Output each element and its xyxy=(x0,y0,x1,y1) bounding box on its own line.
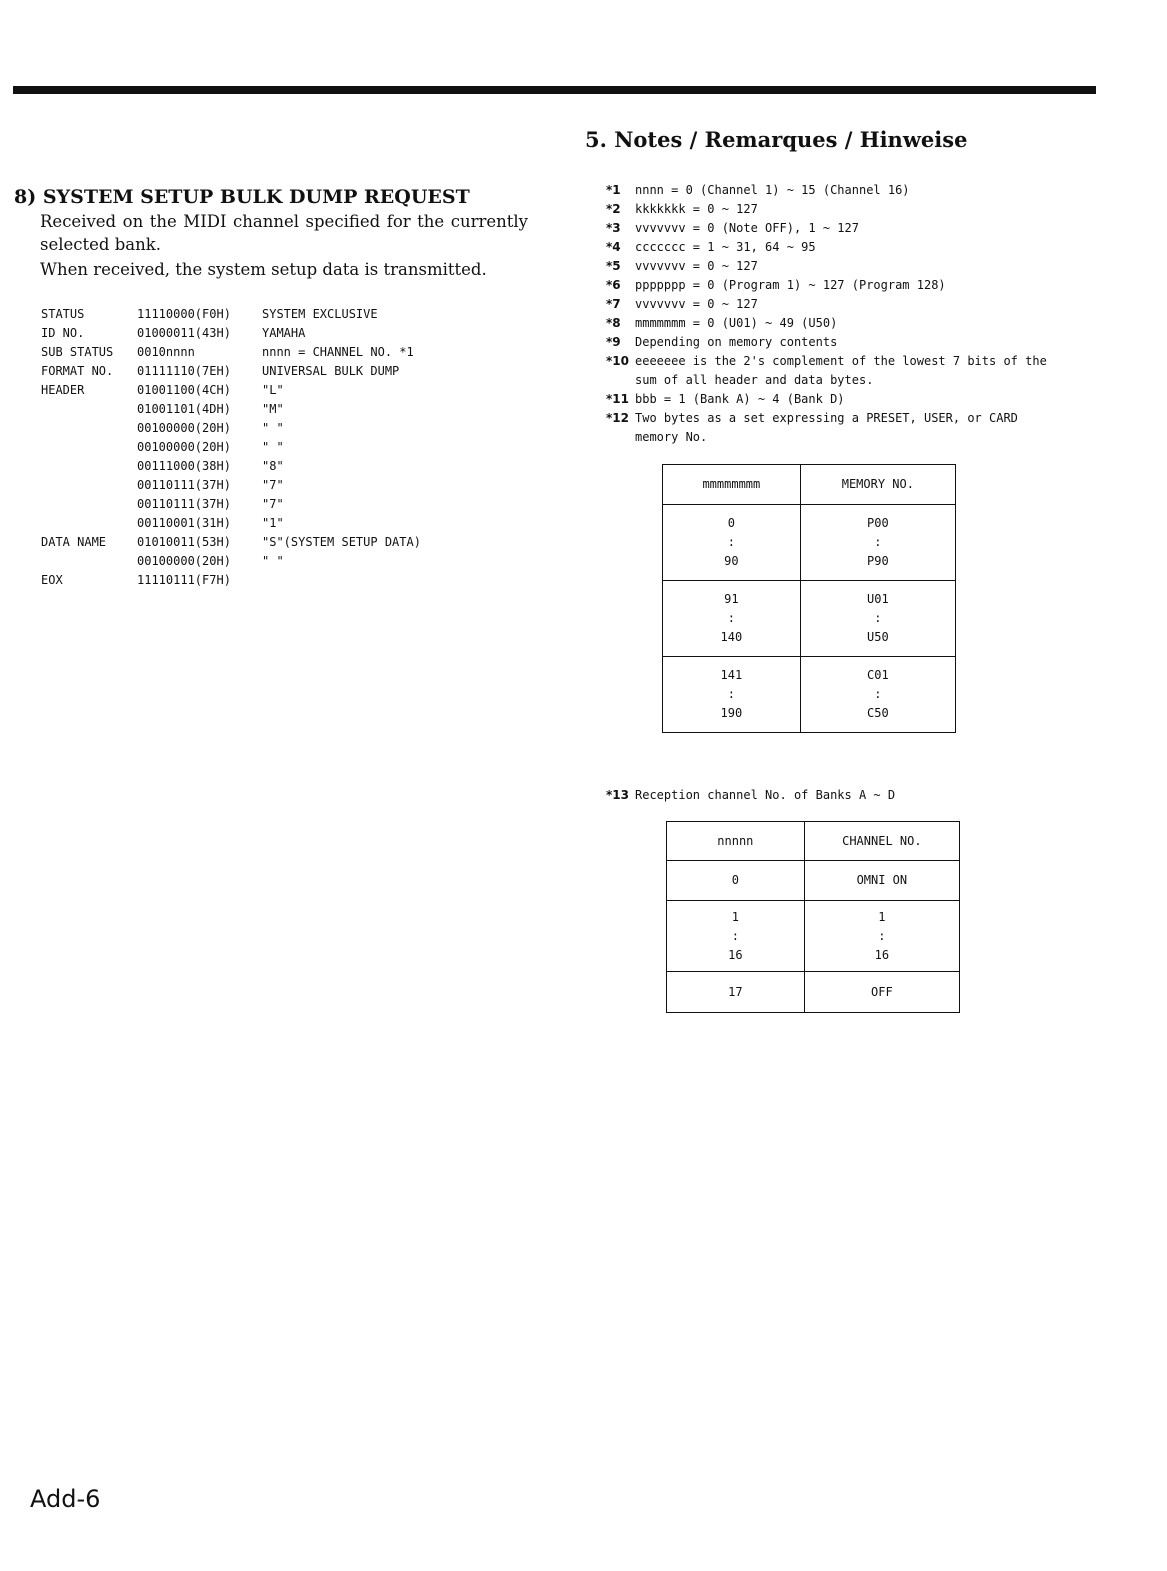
channel-number-table xyxy=(666,821,960,1013)
note-text: nnnn = 0 (Channel 1) ~ 15 (Channel 16) xyxy=(635,183,910,197)
section-title: 8) SYSTEM SETUP BULK DUMP REQUEST xyxy=(14,186,470,208)
note-text: Two bytes as a set expressing a PRESET, USER, or CARD xyxy=(635,411,1018,425)
row-label: ID NO. xyxy=(41,326,85,340)
note-marker: *2 xyxy=(606,202,621,216)
note-text: sum of all header and data bytes. xyxy=(635,373,874,387)
header-text: mmmmmmmm xyxy=(702,477,761,491)
note-text: vvvvvvv = 0 ~ 127 xyxy=(635,297,758,311)
cell-line: 190 xyxy=(720,706,743,720)
row-value: 0010nnnn xyxy=(137,345,195,359)
cell-line: 16 xyxy=(874,947,890,962)
row-label: HEADER xyxy=(41,383,85,397)
header-text: CHANNEL NO. xyxy=(842,833,922,848)
row-description: " " xyxy=(262,554,284,568)
row-value: 00100000(20H) xyxy=(137,440,231,454)
note-text: bbb = 1 (Bank A) ~ 4 (Bank D) xyxy=(635,392,845,406)
cell-line: U01 xyxy=(867,592,889,606)
note-text: memory No. xyxy=(635,430,708,444)
row-description: "8" xyxy=(262,459,284,473)
row-value: 00110001(31H) xyxy=(137,516,231,530)
section-description: Received on the MIDI channel specified for the currently selected bank. xyxy=(40,212,528,254)
cell-line: 140 xyxy=(720,630,743,644)
table-row xyxy=(667,901,960,972)
note-marker: *5 xyxy=(606,259,621,273)
table-header-cell xyxy=(800,465,955,505)
row-value: 11110111(F7H) xyxy=(137,573,231,587)
table-cell xyxy=(667,901,805,972)
table-header-cell xyxy=(663,465,801,505)
table-header-cell xyxy=(667,822,805,861)
row-value: 01111110(7EH) xyxy=(137,364,231,378)
row-description: "M" xyxy=(262,402,284,416)
cell-line: 16 xyxy=(728,947,743,962)
row-label: SUB STATUS xyxy=(41,345,114,359)
cell-line: 0 xyxy=(727,516,735,530)
row-description: YAMAHA xyxy=(262,326,306,340)
row-value: 00100000(20H) xyxy=(137,421,231,435)
row-value: 00111000(38H) xyxy=(137,459,231,473)
cell-line: 17 xyxy=(728,984,743,999)
table-row xyxy=(663,581,956,657)
table-cell xyxy=(800,657,955,733)
header-text: MEMORY NO. xyxy=(841,477,914,491)
cell-line: : xyxy=(727,687,735,701)
table-cell xyxy=(804,972,959,1013)
row-description: "7" xyxy=(262,478,284,492)
cell-line: 141 xyxy=(720,668,743,682)
table-cell xyxy=(804,901,959,972)
cell-line: : xyxy=(874,687,882,701)
note-text: Reception channel No. of Banks A ~ D xyxy=(635,788,896,802)
row-value: 00100000(20H) xyxy=(137,554,231,568)
row-value: 01001100(4CH) xyxy=(137,383,231,397)
row-description: nnnn = CHANNEL NO. *1 xyxy=(262,345,414,359)
row-value: 01001101(4DH) xyxy=(137,402,231,416)
row-value: 01010011(53H) xyxy=(137,535,231,549)
cell-line: : xyxy=(727,611,735,625)
note-marker: *11 xyxy=(606,392,629,406)
cell-line: OMNI ON xyxy=(856,873,908,887)
notes-title: 5. Notes / Remarques / Hinweise xyxy=(585,127,968,152)
cell-line: P90 xyxy=(867,554,889,568)
cell-line: 90 xyxy=(724,554,739,568)
cell-line: C01 xyxy=(867,668,889,682)
note-text: eeeeeee is the 2's complement of the lowest 7 bits of the xyxy=(635,354,1047,368)
row-description: "1" xyxy=(262,516,284,530)
row-label: FORMAT NO. xyxy=(41,364,114,378)
row-label: STATUS xyxy=(41,307,85,321)
cell-line: U50 xyxy=(867,630,889,644)
row-label: DATA NAME xyxy=(41,535,107,549)
row-description: "L" xyxy=(262,383,284,397)
note-marker: *10 xyxy=(606,354,629,368)
cell-line: P00 xyxy=(867,516,889,530)
cell-line: : xyxy=(878,928,886,943)
cell-line: : xyxy=(727,535,735,549)
row-label: EOX xyxy=(41,573,63,587)
row-description: " " xyxy=(262,421,284,435)
table-header-cell xyxy=(804,822,959,861)
cell-line: C50 xyxy=(867,706,889,720)
table-row xyxy=(663,657,956,733)
note-marker: *4 xyxy=(606,240,621,254)
note-marker: *12 xyxy=(606,411,629,425)
note-marker: *9 xyxy=(606,335,621,349)
note-marker: *8 xyxy=(606,316,621,330)
note-marker: *1 xyxy=(606,183,621,197)
section-note: When received, the system setup data is transmitted. xyxy=(40,260,487,279)
table-row xyxy=(663,505,956,581)
note-marker: *13 xyxy=(606,788,629,802)
note-text: ccccccc = 1 ~ 31, 64 ~ 95 xyxy=(635,240,816,254)
note-marker: *3 xyxy=(606,221,621,235)
row-description: "S"(SYSTEM SETUP DATA) xyxy=(262,535,421,549)
table-row xyxy=(667,972,960,1013)
row-value: 00110111(37H) xyxy=(137,497,231,511)
cell-line: : xyxy=(874,611,882,625)
memory-number-table xyxy=(662,464,956,733)
row-value: 11110000(F0H) xyxy=(137,307,231,321)
table-cell xyxy=(800,505,955,581)
row-value: 01000011(43H) xyxy=(137,326,231,340)
header-text: nnnnn xyxy=(717,833,754,848)
note-text: Depending on memory contents xyxy=(635,335,838,349)
table-header-row xyxy=(667,822,960,861)
row-description: "7" xyxy=(262,497,284,511)
table-cell xyxy=(663,657,801,733)
note-text: ppppppp = 0 (Program 1) ~ 127 (Program 128) xyxy=(635,278,946,292)
note-marker: *6 xyxy=(606,278,621,292)
table-cell xyxy=(667,861,805,901)
table-cell xyxy=(804,861,959,901)
table-cell xyxy=(663,581,801,657)
note-text: vvvvvvv = 0 (Note OFF), 1 ~ 127 xyxy=(635,221,859,235)
cell-line: 1 xyxy=(878,909,886,924)
table-row xyxy=(667,861,960,901)
cell-line: : xyxy=(731,928,739,943)
cell-line: 91 xyxy=(724,592,739,606)
cell-line: 1 xyxy=(731,909,739,924)
table-header-row xyxy=(663,465,956,505)
note-text: vvvvvvv = 0 ~ 127 xyxy=(635,259,758,273)
table-cell xyxy=(667,972,805,1013)
cell-line: OFF xyxy=(871,984,893,999)
row-value: 00110111(37H) xyxy=(137,478,231,492)
cell-line: : xyxy=(874,535,882,549)
table-cell xyxy=(663,505,801,581)
note-text: kkkkkkk = 0 ~ 127 xyxy=(635,202,758,216)
note-text: mmmmmmm = 0 (U01) ~ 49 (U50) xyxy=(635,316,838,330)
cell-line: 0 xyxy=(731,873,739,887)
row-description: UNIVERSAL BULK DUMP xyxy=(262,364,400,378)
top-rule xyxy=(13,86,1096,94)
page-number: Add-6 xyxy=(30,1485,101,1513)
note-marker: *7 xyxy=(606,297,621,311)
row-description: SYSTEM EXCLUSIVE xyxy=(262,307,378,321)
table-cell xyxy=(800,581,955,657)
row-description: " " xyxy=(262,440,284,454)
